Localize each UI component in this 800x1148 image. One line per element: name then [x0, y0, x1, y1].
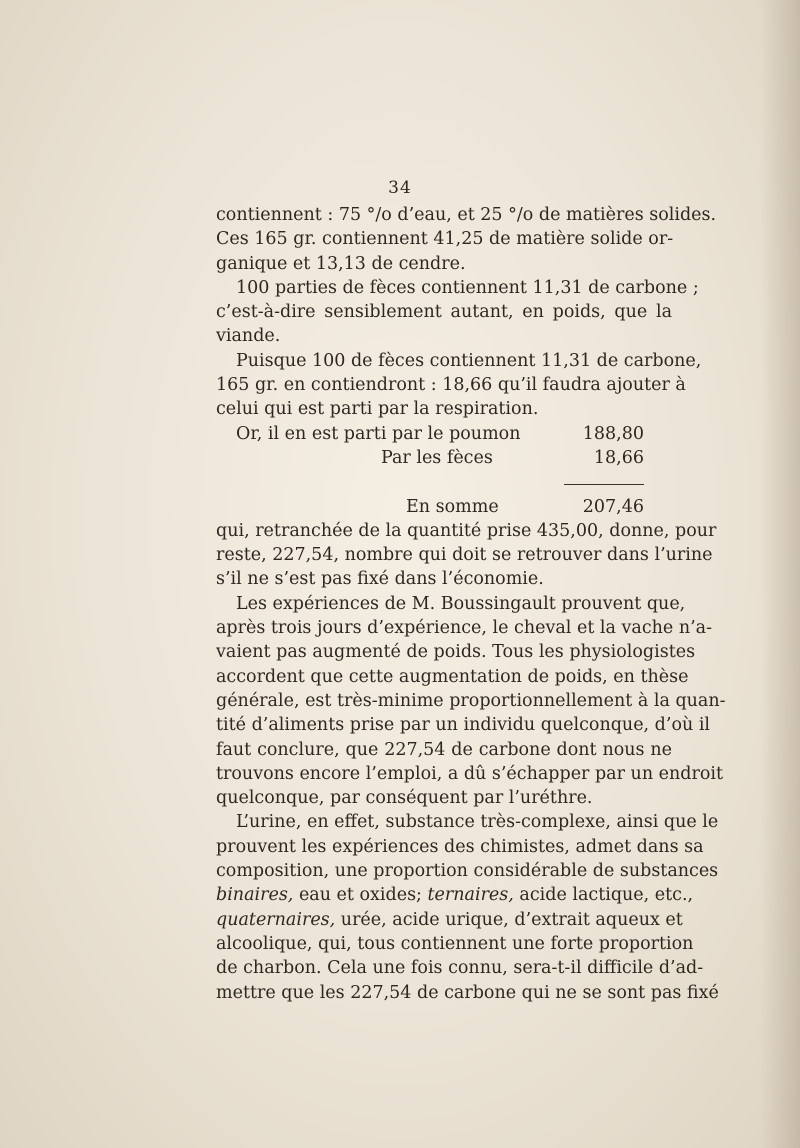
text-line: s’il ne s’est pas fixé dans l’économie.: [216, 569, 544, 590]
text-line: composition, une proportion considérable de substances: [216, 861, 719, 882]
text-span: acide lactique, etc.,: [513, 885, 694, 906]
text-line: tité d’aliments prise par un individu quelconque, d’où il: [216, 715, 711, 736]
calc-row-lungs: [216, 422, 672, 446]
calc-row-total: [216, 495, 672, 519]
calc-label: Or, il en est parti par le poumon: [236, 423, 521, 444]
calc-value: 188,80: [582, 423, 644, 444]
text-line: celui qui est parti par la respiration.: [216, 399, 539, 420]
text-line: reste, 227,54, nombre qui doit se retrouver dans l’urine: [216, 545, 713, 566]
text-span: eau et oxides;: [293, 885, 428, 906]
text-line: [216, 883, 694, 907]
text-line: mettre que les 227,54 de carbone qui ne se sont pas fixé: [216, 982, 719, 1003]
text-line: qui, retranchée de la quantité prise 435,00, donne, pour: [216, 520, 717, 541]
text-span: urée, acide urique, d’extrait aqueux et: [335, 909, 683, 930]
text-line: 165 gr. en contiendront : 18,66 qu’il faudra ajouter à: [216, 375, 686, 396]
text-line: L’urine, en effet, substance très-complexe, ainsi que le: [236, 812, 719, 833]
text-line: viande.: [216, 326, 281, 347]
text-line: vaient pas augmenté de poids. Tous les physiologistes: [216, 642, 696, 663]
text-line: trouvons encore l’emploi, a dû s’échapper par un endroit: [216, 763, 724, 784]
calc-row-feces: [216, 446, 672, 470]
calc-label: Par les fèces: [381, 447, 493, 468]
sum-rule: [216, 470, 672, 494]
text-line: alcoolique, qui, tous contiennent une forte proportion: [216, 933, 694, 954]
text-line: Ces 165 gr. contiennent 41,25 de matière solide or-: [216, 229, 674, 250]
text-line: ganique et 13,13 de cendre.: [216, 253, 466, 274]
text-line: quelconque, par conséquent par l’uréthre.: [216, 788, 593, 809]
calc-value: 18,66: [593, 447, 644, 468]
text-line: après trois jours d’expérience, le cheval et la vache n’a-: [216, 618, 712, 639]
text-line: accordent que cette augmentation de poids, en thèse: [216, 666, 689, 687]
page-number: 34: [388, 178, 412, 198]
text-line: 100 parties de fèces contiennent 11,31 de carbone ;: [236, 277, 699, 298]
italic-term: binaires,: [216, 885, 294, 906]
italic-term: ternaires,: [427, 885, 514, 906]
body-text: [216, 203, 726, 1005]
text-line: de charbon. Cela une fois connu, sera-t-il difficile d’ad-: [216, 958, 704, 979]
text-line: générale, est très-minime proportionnellement à la quan-: [216, 690, 726, 711]
page-edge-shadow: [760, 0, 800, 1148]
text-line: c’est-à-dire sensiblement autant, en poids, que la: [216, 302, 672, 323]
text-line: prouvent les expériences des chimistes, admet dans sa: [216, 836, 704, 857]
calc-label: En somme: [406, 496, 499, 517]
text-line: contiennent : 75 °/o d’eau, et 25 °/o de matières solides.: [216, 205, 717, 225]
text-line: [216, 908, 683, 932]
text-line: Les expériences de M. Boussingault prouvent que,: [236, 593, 686, 614]
text-line: Puisque 100 de fèces contiennent 11,31 de carbone,: [236, 350, 702, 371]
italic-term: quaternaires,: [216, 909, 336, 930]
calc-value: 207,46: [582, 496, 644, 517]
text-line: faut conclure, que 227,54 de carbone dont nous ne: [216, 739, 672, 760]
